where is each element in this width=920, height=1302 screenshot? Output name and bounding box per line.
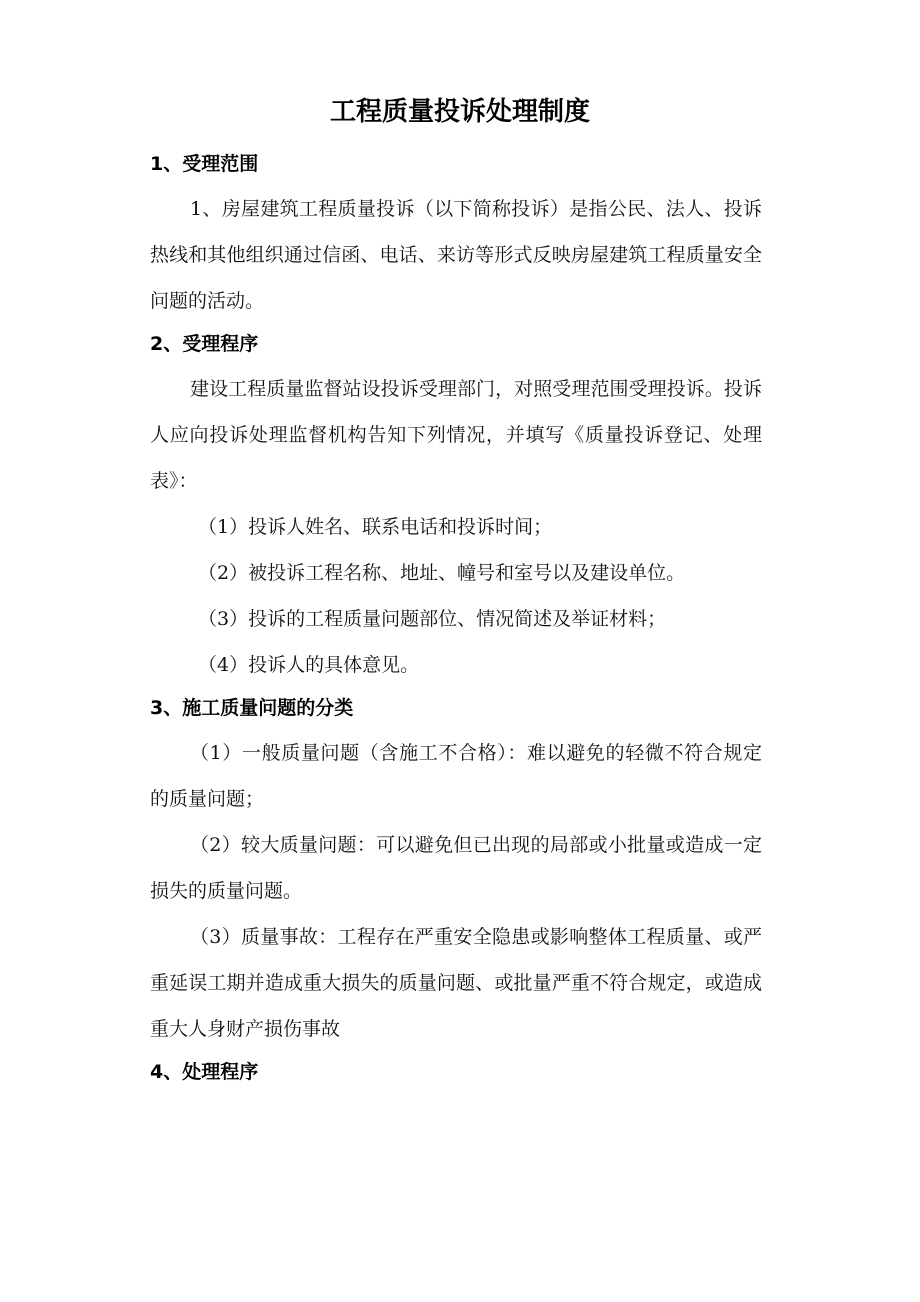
list-item: （4）投诉人的具体意见。 (198, 654, 420, 676)
list-item: （3）投诉的工程质量问题部位、情况简述及举证材料； (198, 608, 667, 630)
section-heading-handling-procedure: 4、处理程序 (150, 1061, 259, 1083)
section-paragraph: 建设工程质量监督站设投诉受理部门，对照受理范围受理投诉。投诉人应向投诉处理监督机构告知下列情况，并填写《质量投诉登记、处理表》： (150, 378, 762, 492)
section-heading-problem-classification: 3、施工质量问题的分类 (150, 697, 354, 719)
list-item: （1）投诉人姓名、联系电话和投诉时间； (198, 516, 553, 538)
document-title: 工程质量投诉处理制度 (329, 97, 590, 127)
section-heading-acceptance-scope: 1、受理范围 (150, 153, 259, 175)
section-paragraph: 1、房屋建筑工程质量投诉（以下简称投诉）是指公民、法人、投诉热线和其他组织通过信函、电话、来访等形式反映房屋建筑工程质量安全问题的活动。 (150, 198, 762, 312)
list-item: （2）被投诉工程名称、地址、幢号和室号以及建设单位。 (198, 562, 686, 584)
section-paragraph: （2）较大质量问题：可以避免但已出现的局部或小批量或造成一定损失的质量问题。 (150, 834, 762, 902)
section-paragraph: （1）一般质量问题（含施工不合格）：难以避免的轻微不符合规定的质量问题； (150, 742, 762, 810)
document-body (150, 148, 762, 1088)
section-heading-acceptance-procedure: 2、受理程序 (150, 333, 259, 355)
section-paragraph: （3）质量事故：工程存在严重安全隐患或影响整体工程质量、或严重延误工期并造成重大损失的质量问题、或批量严重不符合规定，或造成重大人身财产损伤事故 (150, 926, 762, 1040)
